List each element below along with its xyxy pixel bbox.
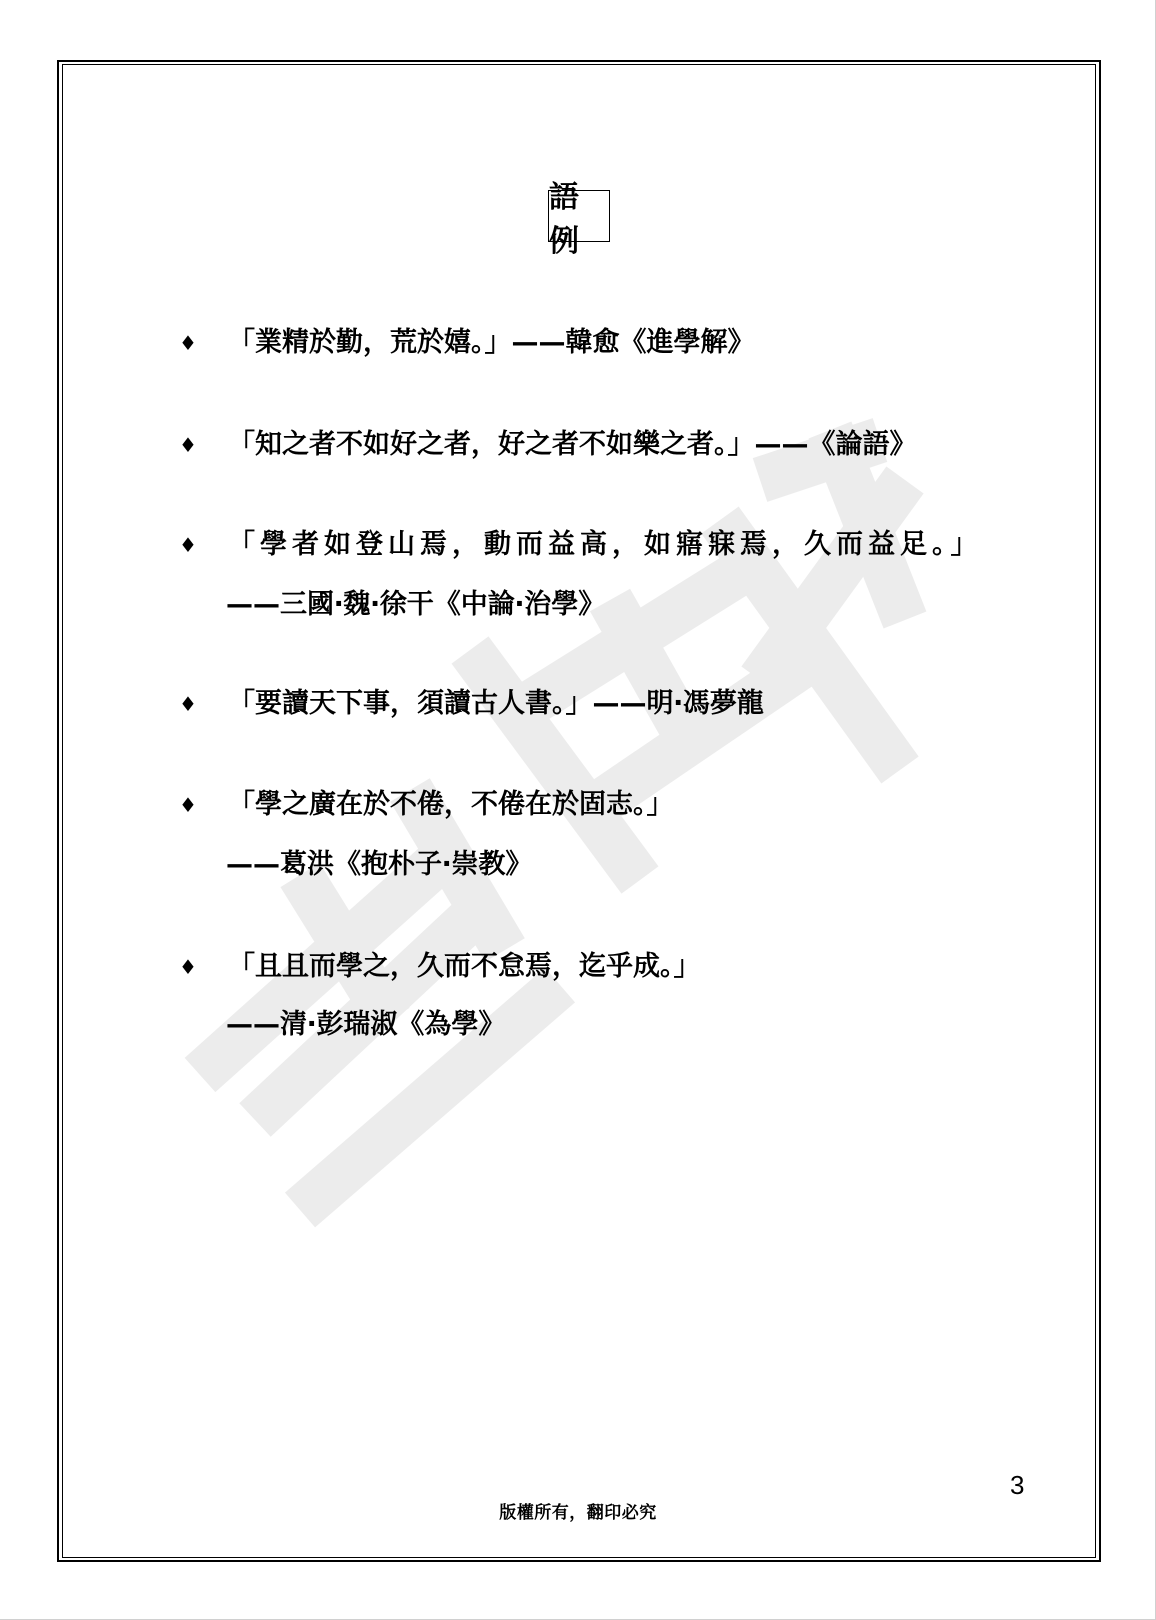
copyright-footer: 版權所有，翻印必究 <box>499 1503 657 1523</box>
quote-line: 「學之廣在於不倦，不倦在於固志。」 <box>228 789 674 820</box>
diamond-bullet-icon: ♦ <box>179 692 197 716</box>
diamond-bullet-icon: ♦ <box>179 955 197 979</box>
quote-line: 「且且而學之，久而不怠焉，迄乎成。」 <box>228 951 701 982</box>
quote-source: ——葛洪《抱朴子‧崇教》 <box>226 849 533 880</box>
quote-source: ——清‧彭瑞淑《為學》 <box>226 1009 506 1040</box>
diamond-bullet-icon: ♦ <box>179 533 197 557</box>
quote-line: 「學者如登山焉，動而益高，如寤寐焉，久而益足。」 <box>228 529 983 560</box>
quote-line: 「業精於勤，荒於嬉。」——韓愈《進學解》 <box>228 327 755 358</box>
section-heading: 語例 <box>548 190 610 242</box>
diamond-bullet-icon: ♦ <box>179 793 197 817</box>
quote-line: 「要讀天下事，須讀古人書。」——明‧馮夢龍 <box>228 688 764 719</box>
diamond-bullet-icon: ♦ <box>179 331 197 355</box>
quote-source: ——三國‧魏‧徐干《中論‧治學》 <box>226 589 606 620</box>
page-number: 3 <box>1010 1470 1025 1500</box>
diamond-bullet-icon: ♦ <box>179 433 197 457</box>
quote-line: 「知之者不如好之者，好之者不如樂之者。」——《論語》 <box>228 429 917 460</box>
